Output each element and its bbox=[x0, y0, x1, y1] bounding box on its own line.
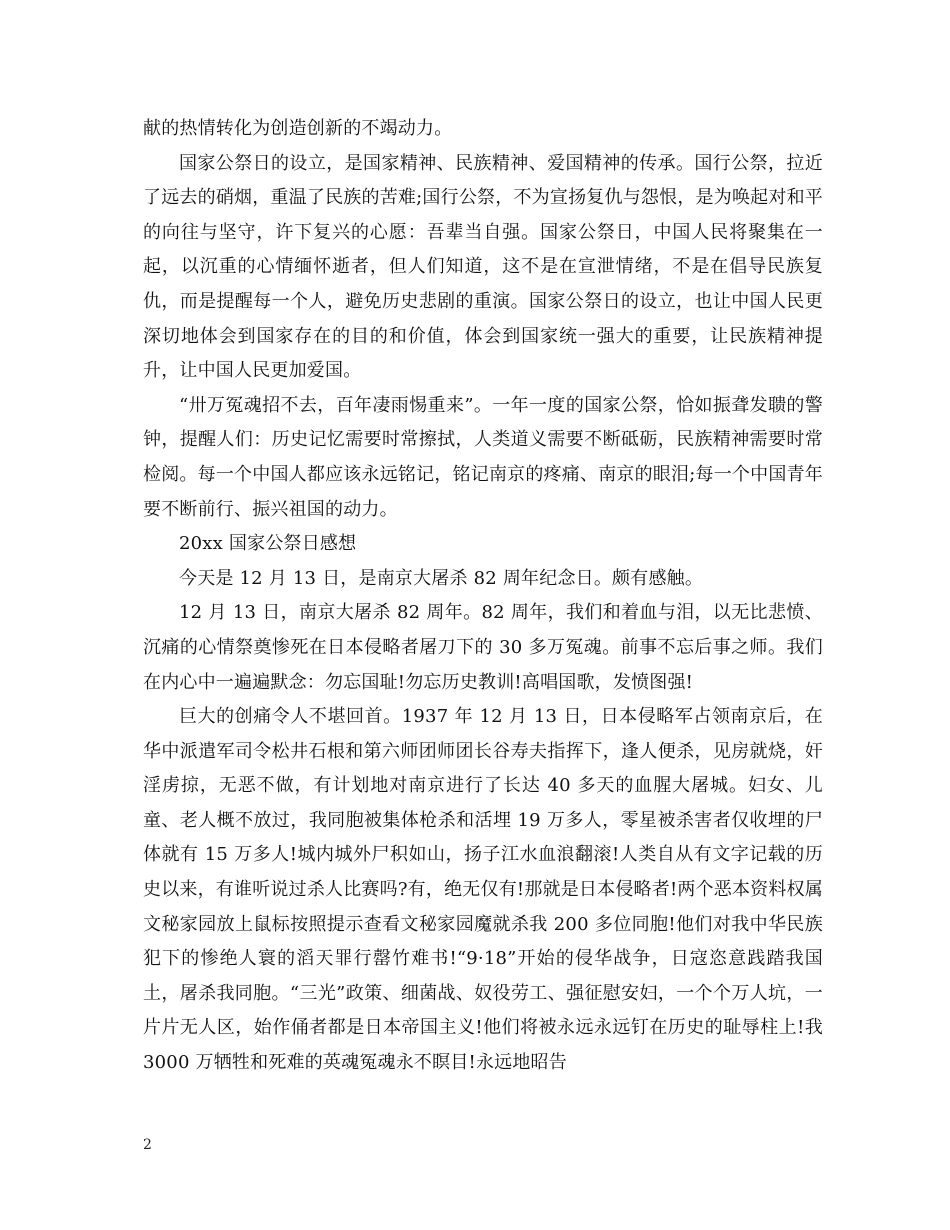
paragraph-2: 国家公祭日的设立，是国家精神、民族精神、爱国精神的传承。国行公祭，拉近了远去的硝烟，重温了民族的苦难;国行公祭，不为宣扬复仇与怨恨，是为唤起对和平的向往与坚守，许下复兴的心愿：吾辈当自强。国家公祭日，中国人民将聚集在一起，以沉重的心情缅怀逝者，但人们知道，这不是在宣泄情绪，不是在倡导民族复仇，而是提醒每一个人，避免历史悲剧的重演。国家公祭日的设立，也让中国人民更深切地体会到国家存在的目的和价值，体会到国家统一强大的重要，让民族精神提升，让中国人民更加爱国。 bbox=[143, 152, 823, 382]
paragraph-5: 今天是 12 月 13 日，是南京大屠杀 82 周年纪念日。颇有感触。 bbox=[179, 567, 704, 589]
paragraph-7: 巨大的创痛令人不堪回首。1937 年 12 月 13 日，日本侵略军占领南京后，在华中派遣军司令松井石根和第六师团师团长谷寿夫指挥下，逢人便杀，见房就烧，奸淫虏掠，无恶不做，有计划地对南京进行了长达 40 多天的血腥大屠城。妇女、儿童、老人概不放过，我同胞被集体枪杀和活埋 19 万多人，零星被杀害者仅收埋的尸体就有 15 万多人!城内城外尸积如山，扬子江水血浪翻滚!人类自从有文字记载的历史以来，有谁听说过杀人比赛吗?有，绝无仅有!那就是日本侵略者!两个恶本资料权属文秘家园放上鼠标按照提示查看文秘家园魔就杀我 200 多位同胞!他们对我中华民族犯下的惨绝人寰的滔天罪行罄竹难书!“9·18”开始的侵华战争，日寇恣意践踏我国土，屠杀我同胞。“三光”政策、细菌战、奴役劳工、强征慰安妇，一个个万人坑，一片片无人区，始作俑者都是日本帝国主义!他们将被永远永远钉在历史的耻辱柱上!我 3000 万牺牲和死难的英魂冤魂永不瞑目!永远地昭告 bbox=[143, 706, 823, 1074]
section-heading: 20xx 国家公祭日感想 bbox=[179, 533, 357, 555]
paragraph-1: 献的热情转化为创造创新的不竭动力。 bbox=[143, 118, 453, 139]
document-body bbox=[143, 112, 823, 1081]
paragraph-3: “卅万冤魂招不去，百年凄雨惕重来”。一年一度的国家公祭，恰如振聋发聩的警钟，提醒人们：历史记忆需要时常擦拭，人类道义需要不断砥砺，民族精神需要时常检阅。每一个中国人都应该永远铭记，铭记南京的疼痛、南京的眼泪;每一个中国青年要不断前行、振兴祖国的动力。 bbox=[143, 394, 823, 520]
paragraph-6: 12 月 13 日，南京大屠杀 82 周年。82 周年，我们和着血与泪，以无比悲愤、沉痛的心情祭奠惨死在日本侵略者屠刀下的 30 多万冤魂。前事不忘后事之师。我们在内心中一遍遍默念：勿忘国耻!勿忘历史教训!高唱国歌，发愤图强! bbox=[143, 602, 823, 693]
page-number: 2 bbox=[143, 1137, 152, 1153]
